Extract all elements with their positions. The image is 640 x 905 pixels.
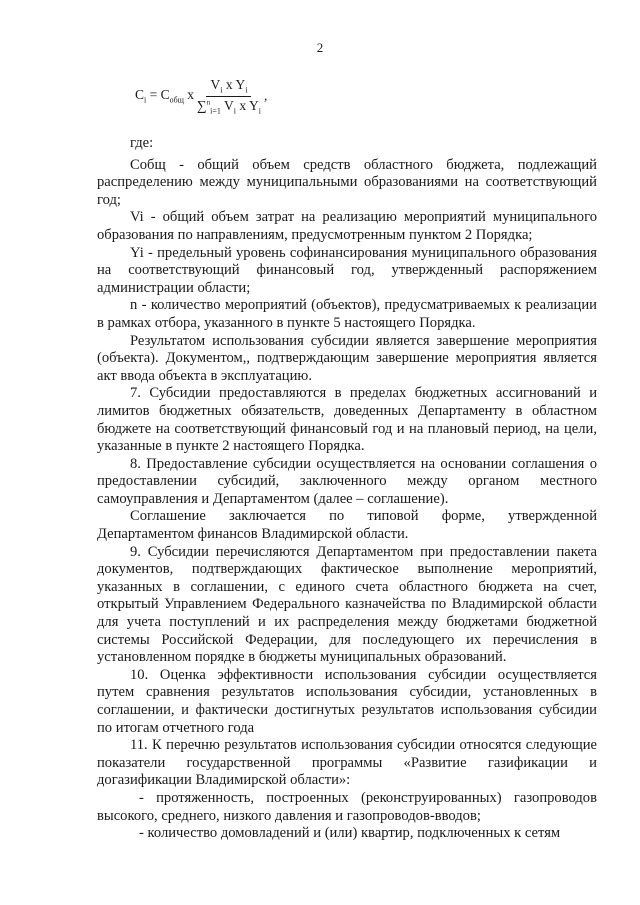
formula-tail: , [263, 88, 268, 103]
definition-yi: Yi - предельный уровень софинансирования муниципального образования на соответствующий финансовый год, утвержденный распоряжением администрации области; [97, 244, 597, 296]
paragraph-9: 9. Субсидии перечисляются Департаментом при предоставлении пакета документов, подтверждающих фактическое выполнение мероприятий, указанных в соглашении, с единого счета областного бюджета на счет, открытый Управлением Федерального казначейства по Владимирской области для учета поступлений и их распределения между бюджетами бюджетной системы Российской Федерации, для последующего их перечисления в установленном порядке в бюджеты муниципальных образований. [97, 543, 597, 666]
paragraph-result: Результатом использования субсидии является завершение мероприятия (объекта). Документом,, подтверждающим завершение мероприятия является акт ввода объекта в эксплуатацию. [97, 332, 597, 384]
formula-lhs: $C_i = C_{общ}$ x [135, 87, 194, 105]
list-item-households: - количество домовладений и (или) квартир, подключенных к сетям [139, 825, 561, 842]
formula-fraction [197, 77, 261, 115]
paragraph-10: 10. Оценка эффективности использования субсидии осуществляется путем сравнения результатов использования субсидии, установленных в соглашении, и фактически достигнутых результатов использования субсидии по итогам отчетного года [97, 666, 597, 736]
formula-denominator: ∑$^n_{i=1}$ $V_i$ x $Y_i$ [196, 97, 261, 116]
list-item-pipelines: - протяженность, построенных (реконструированных) газопроводов высокого, среднего, низкого давления и газопроводов-вводов; [97, 789, 597, 824]
paragraph-8: 8. Предоставление субсидии осуществляется на основании соглашения о предоставлении субсидий, заключенного между органом местного самоуправления и Департаментом (далее – соглашение). [97, 455, 597, 507]
formula-numerator: $V_i$ x $Y_i$ [206, 77, 251, 97]
definition-n: n - количество мероприятий (объектов), предусматриваемых к реализации в рамках отбора, указанного в пункте 5 настоящего Порядка. [97, 297, 597, 331]
paragraph-agreement: Соглашение заключается по типовой форме, утвержденной Департаментом финансов Владимирской области. [97, 508, 597, 543]
page-number: 2 [316, 40, 324, 55]
document-body [97, 135, 597, 843]
definition-c-total: Собщ - общий объем средств областного бюджета, подлежащий распределению между муниципальными образованиями на соответствующий год; [97, 156, 597, 208]
definition-vi: Vi - общий объем затрат на реализацию мероприятий муниципального образования по направлениям, предусмотренным пунктом 2 Порядка; [97, 209, 597, 243]
where-label: где: [130, 135, 154, 151]
paragraph-11: 11. К перечню результатов использования субсидии относятся следующие показатели государственной программы «Развитие газификации и догазификации Владимирской области»: [97, 737, 597, 789]
paragraph-7: 7. Субсидии предоставляются в пределах бюджетных ассигнований и лимитов бюджетных обязательств, доведенных Департаменту в областном бюджете на соответствующий финансовый год и на плановый период, на цели, указанные в пункте 2 настоящего Порядка. [97, 385, 597, 455]
distribution-formula [135, 76, 267, 116]
